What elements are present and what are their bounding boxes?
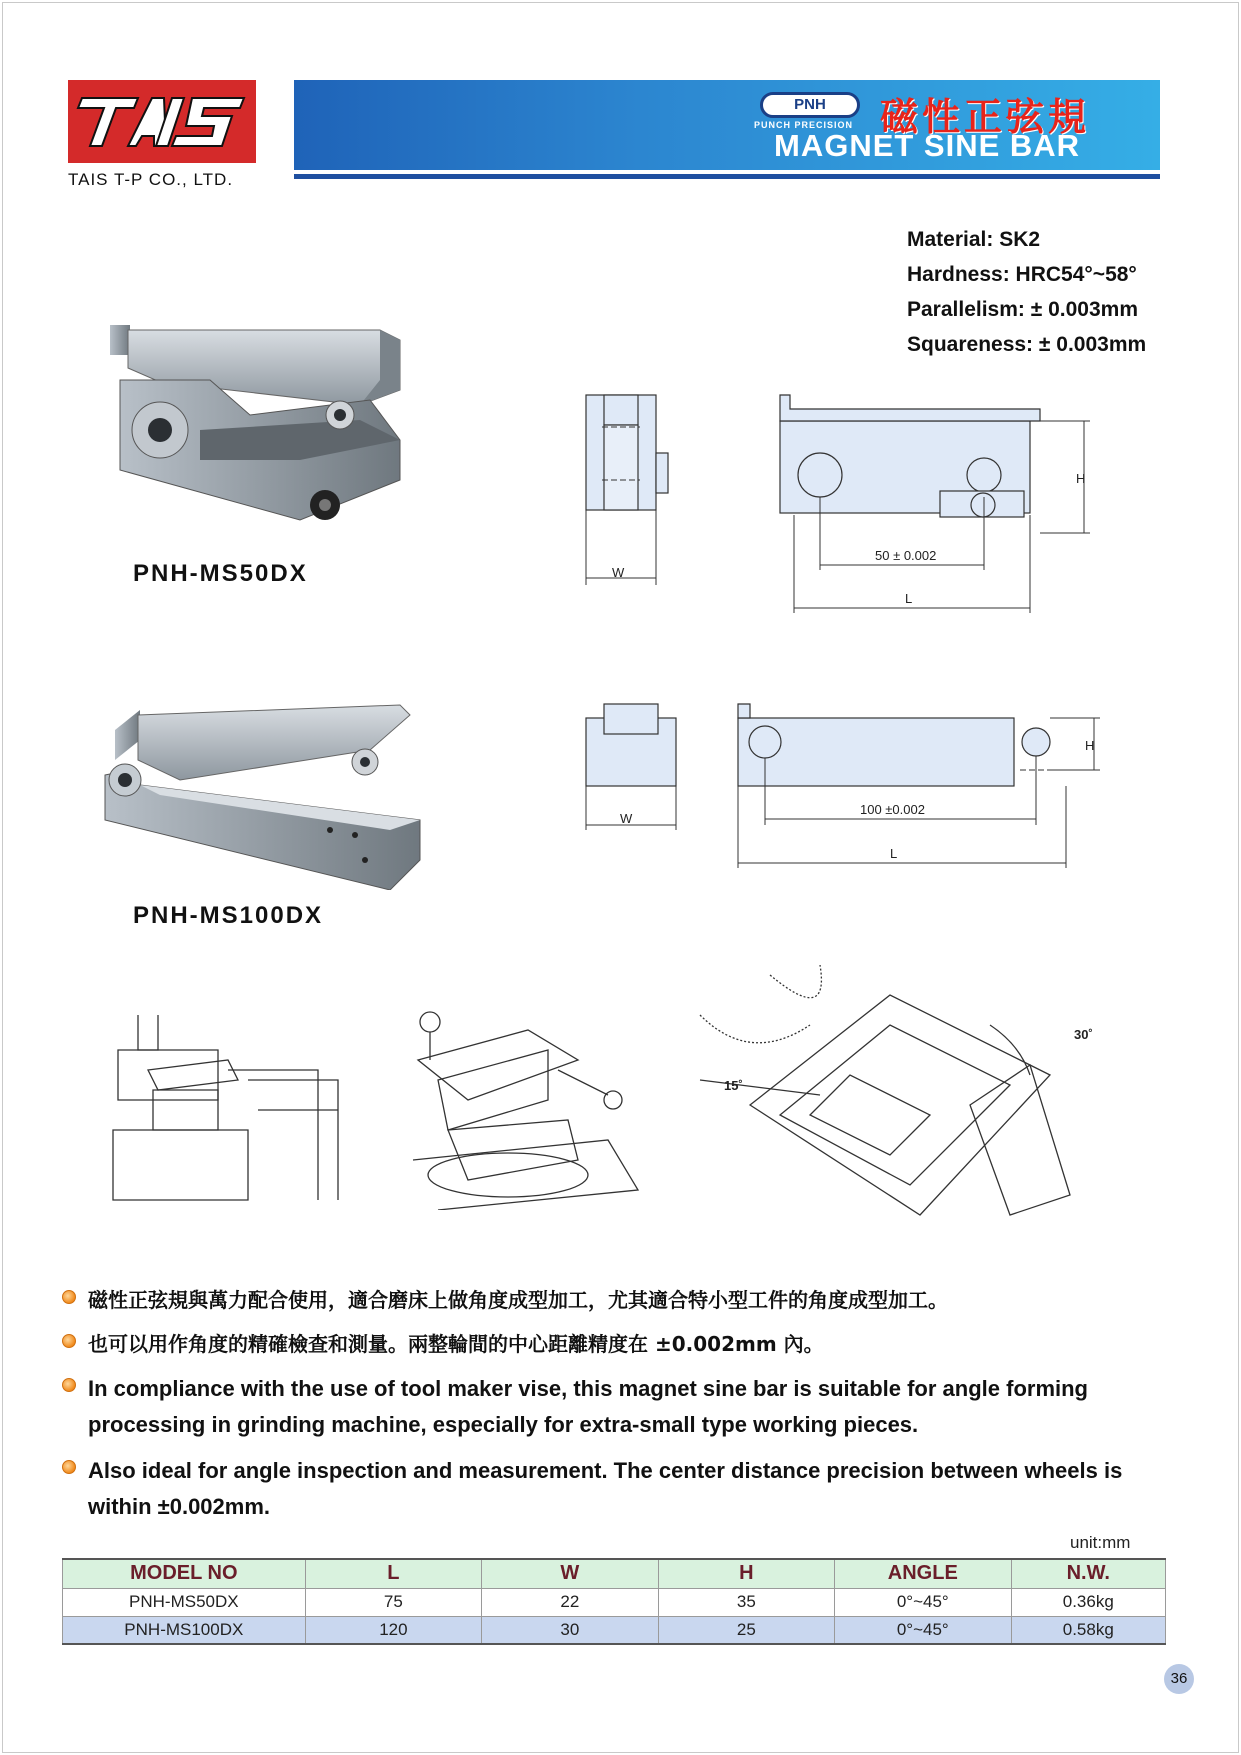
dim-label-w-2: W xyxy=(620,811,633,826)
tais-logo-icon xyxy=(68,80,256,163)
table-cell: 120 xyxy=(305,1616,481,1644)
table-header: W xyxy=(482,1559,658,1588)
table-cell: 0.36kg xyxy=(1011,1588,1165,1616)
usage-illustration-vise xyxy=(408,1000,648,1210)
spec-squareness: Squareness: ± 0.003mm xyxy=(907,333,1147,356)
badge-subtitle: PUNCH PRECISION xyxy=(754,120,854,130)
table-cell: 0°~45° xyxy=(835,1616,1011,1644)
table-header: H xyxy=(658,1559,834,1588)
unit-label: unit:mm xyxy=(1070,1533,1131,1552)
table-cell: 25 xyxy=(658,1616,834,1644)
table-header-row xyxy=(63,1559,1166,1588)
product-photo-ms50dx xyxy=(100,320,420,540)
dim-label-h-2: H xyxy=(1085,738,1095,753)
dim-label-h: H xyxy=(1076,471,1086,486)
bullet-dot-icon xyxy=(62,1378,76,1392)
title-english: MAGNET SINE BAR xyxy=(774,128,1081,163)
table-cell: 30 xyxy=(482,1616,658,1644)
feature-item: Also ideal for angle inspection and measurement. The center distance precision between wheels is within ±0.002mm. xyxy=(62,1453,1182,1525)
usage-illustration-grinding xyxy=(108,1010,368,1210)
table-header: L xyxy=(305,1559,481,1588)
table-header: N.W. xyxy=(1011,1559,1165,1588)
dim-label-l: L xyxy=(905,591,913,606)
bullet-dot-icon xyxy=(62,1334,76,1348)
table-cell: 0°~45° xyxy=(835,1588,1011,1616)
feature-item: 磁性正弦規與萬力配合使用，適合磨床上做角度成型加工，尤其適合特小型工件的角度成型加工。 xyxy=(62,1283,1182,1317)
dim-label-center-2: 100 ±0.002 xyxy=(860,802,925,817)
banner-stripe xyxy=(294,174,1160,179)
table-cell: 0.58kg xyxy=(1011,1616,1165,1644)
usage-illustration-angle-grinding xyxy=(690,965,1110,1225)
dim-label-l-2: L xyxy=(890,846,898,861)
feature-item: In compliance with the use of tool maker vise, this magnet sine bar is suitable for angle forming processing in grinding machine, especially for extra-small type working pieces. xyxy=(62,1371,1182,1443)
dim-label-w: W xyxy=(612,565,625,580)
table-cell: 75 xyxy=(305,1588,481,1616)
bullet-dot-icon xyxy=(62,1290,76,1304)
table-header: MODEL NO xyxy=(63,1559,306,1588)
table-cell: PNH-MS100DX xyxy=(63,1616,306,1644)
spec-table xyxy=(62,1558,1166,1645)
table-row xyxy=(63,1588,1166,1616)
table-cell: PNH-MS50DX xyxy=(63,1588,306,1616)
company-name: TAIS T-P CO., LTD. xyxy=(68,170,234,189)
title-chinese: 磁性正弦規 xyxy=(880,95,1091,139)
table-header: ANGLE xyxy=(835,1559,1011,1588)
spec-material: Material: SK2 xyxy=(907,228,1041,251)
angle-label-30: 30˚ xyxy=(1074,1027,1093,1042)
page-number: 36 xyxy=(1164,1664,1194,1694)
model-label-ms50dx: PNH-MS50DX xyxy=(133,560,308,587)
dim-label-center: 50 ± 0.002 xyxy=(875,548,937,563)
spec-parallelism: Parallelism: ± 0.003mm xyxy=(907,298,1139,321)
technical-drawing-ms100dx xyxy=(580,700,1100,875)
technical-drawing-ms50dx xyxy=(580,385,1100,620)
pnh-badge: PNH xyxy=(760,92,860,118)
spec-hardness: Hardness: HRC54°~58° xyxy=(907,263,1137,286)
feature-list xyxy=(62,1283,1182,1535)
model-label-ms100dx: PNH-MS100DX xyxy=(133,902,324,929)
table-cell: 22 xyxy=(482,1588,658,1616)
feature-item: 也可以用作角度的精確檢查和測量。兩整輪間的中心距離精度在 ±0.002mm 內。 xyxy=(62,1327,1182,1361)
company-logo xyxy=(68,80,256,163)
spec-list xyxy=(907,222,1146,362)
table-row xyxy=(63,1616,1166,1644)
angle-label-15: 15˚ xyxy=(724,1078,743,1093)
table-cell: 35 xyxy=(658,1588,834,1616)
product-photo-ms100dx xyxy=(100,700,440,890)
bullet-dot-icon xyxy=(62,1460,76,1474)
